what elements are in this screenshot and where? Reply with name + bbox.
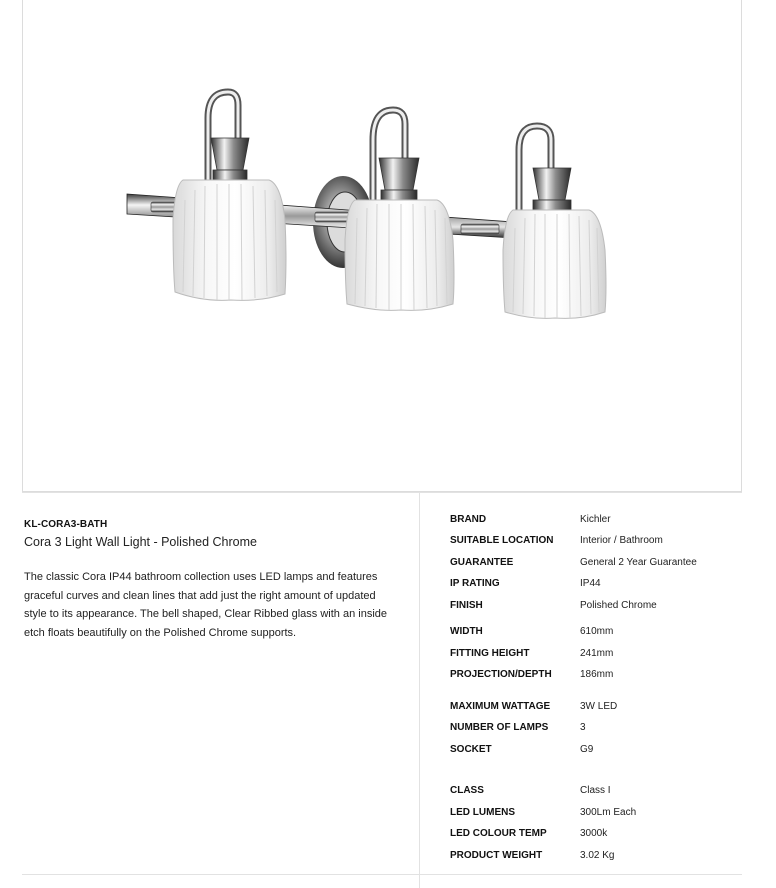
spec-label: FITTING HEIGHT: [450, 648, 530, 659]
section-divider-bottom: [22, 874, 742, 875]
glass-shade-center: [345, 200, 454, 310]
spec-label: MAXIMUM WATTAGE: [450, 701, 551, 712]
spec-value: IP44: [580, 578, 601, 589]
spec-row-product-weight: [450, 850, 750, 864]
spec-row-finish: [450, 600, 750, 614]
column-divider: [419, 492, 420, 888]
spec-value: Interior / Bathroom: [580, 535, 663, 546]
spec-row-fitting-height: [450, 648, 750, 662]
spec-label: WIDTH: [450, 626, 483, 637]
product-sku: KL-CORA3-BATH: [24, 519, 108, 530]
spec-row-class: [450, 785, 750, 799]
section-divider-top: [22, 492, 742, 493]
spec-label: NUMBER OF LAMPS: [450, 722, 549, 733]
spec-value: Kichler: [580, 514, 611, 525]
spec-row-led-colour-temp: [450, 828, 750, 842]
spec-row-ip-rating: [450, 578, 750, 592]
spec-value: Class I: [580, 785, 611, 796]
product-image-frame: [22, 0, 742, 492]
spec-label: PROJECTION/DEPTH: [450, 669, 552, 680]
product-image: [23, 0, 741, 491]
spec-label: FINISH: [450, 600, 483, 611]
spec-value: 3.02 Kg: [580, 850, 615, 861]
spec-value: 3000k: [580, 828, 608, 839]
spec-value: 3W LED: [580, 701, 618, 712]
spec-value: 241mm: [580, 648, 614, 659]
spec-row-suitable-location: [450, 535, 750, 549]
spec-label: CLASS: [450, 785, 484, 796]
product-description: The classic Cora IP44 bathroom collection uses LED lamps and features graceful curves and clean lines that add just the right amount of updated style to its appearance. The bell shaped, Clear Ribbed glass with an inside etch floats beautifully on the Polished Chrome supports.: [24, 571, 388, 639]
spec-label: BRAND: [450, 514, 487, 525]
spec-value: 3: [580, 722, 586, 733]
spec-row-projection-depth: [450, 669, 750, 683]
spec-value: 300Lm Each: [580, 807, 637, 818]
spec-label: LED LUMENS: [450, 807, 515, 818]
spec-label: SOCKET: [450, 744, 492, 755]
spec-row-guarantee: [450, 557, 750, 571]
spec-label: PRODUCT WEIGHT: [450, 850, 543, 861]
spec-row-number-of-lamps: [450, 722, 750, 736]
spec-value: Polished Chrome: [580, 600, 657, 611]
spec-row-led-lumens: [450, 807, 750, 821]
spec-label: LED COLOUR TEMP: [450, 828, 547, 839]
spec-row-width: [450, 626, 750, 640]
spec-row-brand: [450, 514, 750, 528]
spec-label: SUITABLE LOCATION: [450, 535, 554, 546]
spec-row-socket: [450, 744, 750, 758]
spec-value: G9: [580, 744, 594, 755]
spec-label: IP RATING: [450, 578, 500, 589]
spec-value: 186mm: [580, 669, 614, 680]
spec-label: GUARANTEE: [450, 557, 514, 568]
spec-value: General 2 Year Guarantee: [580, 557, 697, 568]
product-title: Cora 3 Light Wall Light - Polished Chrome: [24, 535, 257, 549]
spec-row-maximum-wattage: [450, 701, 750, 715]
spec-value: 610mm: [580, 626, 614, 637]
